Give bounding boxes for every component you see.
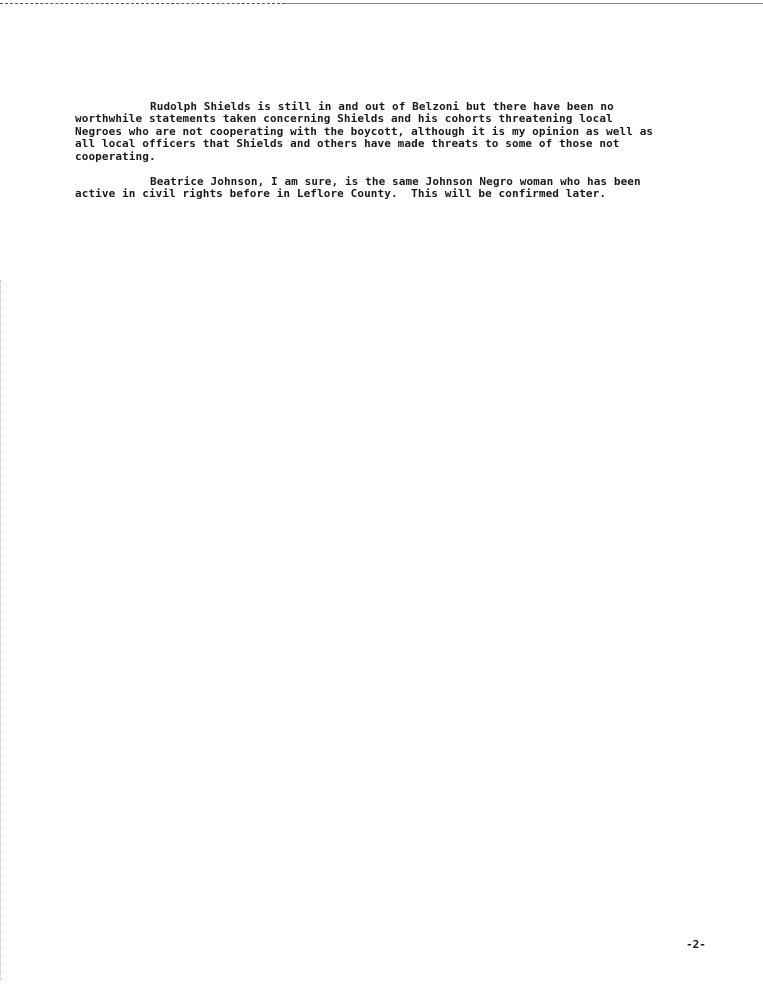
text-line: cooperating. [75,149,156,163]
text-line: Negroes who are not cooperating with the boycott, although it is my opinion as well as [75,124,654,138]
top-scan-edge-dashed [0,3,285,4]
paragraph-shields [75,101,735,163]
text-line: active in civil rights before in Leflore County. This will be confirmed later. [75,187,607,201]
paragraph-johnson [75,176,735,201]
text-line: worthwhile statements taken concerning Shields and his cohorts threatening local [75,112,613,126]
document-body [75,101,735,214]
text-line: Rudolph Shields is still in and out of Belzoni but there have been no [150,100,614,113]
page-number: -2- [686,938,706,951]
top-scan-edge [285,3,763,4]
text-line: all local officers that Shields and others have made threats to some of those not [75,137,620,151]
left-scan-edge [0,280,3,980]
text-line: Beatrice Johnson, I am sure, is the same Johnson Negro woman who has been [150,175,641,189]
